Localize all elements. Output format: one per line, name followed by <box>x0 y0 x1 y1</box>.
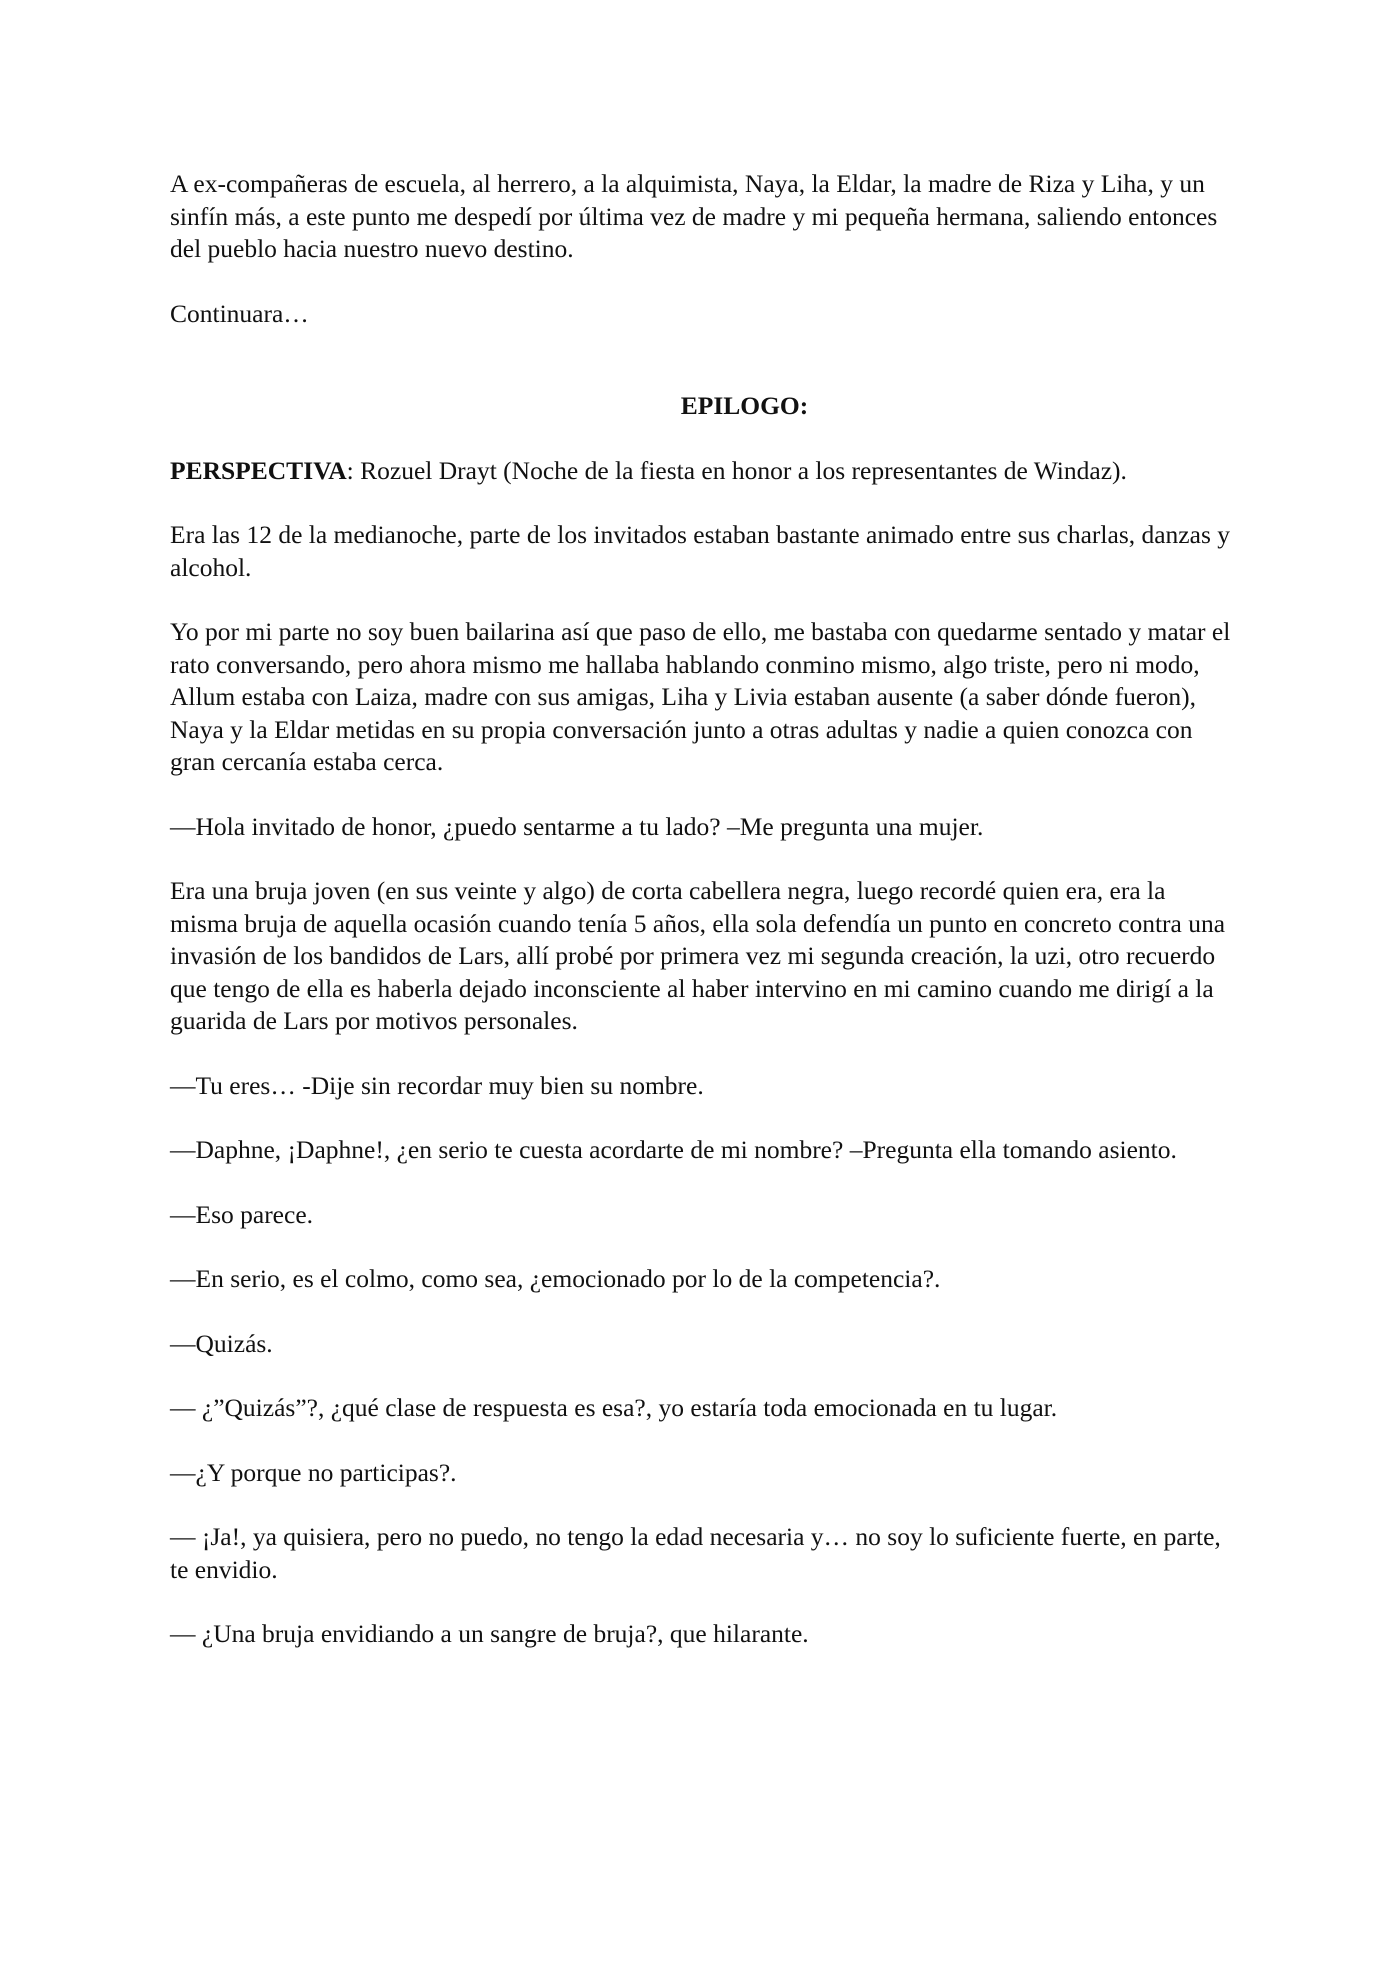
dialogue-line: —¿Y porque no participas?. <box>170 1457 457 1487</box>
dialogue-line: — ¿”Quizás”?, ¿qué clase de respuesta es esa?, yo estaría toda emocionada en tu lugar. <box>170 1393 1058 1422</box>
perspective-line <box>170 455 1235 488</box>
dialogue-line: —En serio, es el colmo, como sea, ¿emocionado por lo de la competencia?. <box>170 1264 941 1293</box>
paragraph-medianoche: Era las 12 de la medianoche, parte de los invitados estaban bastante animado entre sus charlas, danzas y alcohol. <box>170 520 1230 582</box>
dialogue-line: —Daphne, ¡Daphne!, ¿en serio te cuesta acordarte de mi nombre? –Pregunta ella tomando asiento. <box>170 1135 1177 1164</box>
dialogue-line: —Quizás. <box>170 1328 273 1358</box>
dialogue-line: —Tu eres… -Dije sin recordar muy bien su nombre. <box>170 1070 704 1100</box>
dialogue-line: — ¡Ja!, ya quisiera, pero no puedo, no tengo la edad necesaria y… no soy lo suficiente fuerte, en parte, te envidio. <box>170 1522 1221 1584</box>
document-body <box>170 168 1235 1683</box>
paragraph-narrator: Yo por mi parte no soy buen bailarina así que paso de ello, me bastaba con quedarme sentado y matar el rato conversando, pero ahora mismo me hallaba hablando conmino mismo, algo triste, pero ni modo, Allum estaba con Laiza, madre con sus amigas, Liha y Livia estaban ausente (a saber dónde fueron), Naya y la Eldar metidas en su propia conversación junto a otras adultas y nadie a quien conozca con gran cercanía estaba cerca. <box>170 617 1231 776</box>
section-heading: EPILOGO: <box>680 391 809 420</box>
dialogue-line: — ¿Una bruja envidiando a un sangre de bruja?, que hilarante. <box>170 1619 809 1648</box>
dialogue-line: —Eso parece. <box>170 1199 314 1229</box>
paragraph-farewell: A ex-compañeras de escuela, al herrero, a la alquimista, Naya, la Eldar, la madre de Riza y Liha, y un sinfín más, a este punto me despedí por última vez de madre y mi pequeña hermana, saliendo entonces del pueblo hacia nuestro nuevo destino. <box>170 169 1218 263</box>
perspective-text: : Rozuel Drayt (Noche de la fiesta en honor a los representantes de Windaz). <box>346 455 1127 485</box>
paragraph-bruja: Era una bruja joven (en sus veinte y algo) de corta cabellera negra, luego recordé quien era, era la misma bruja de aquella ocasión cuando tenía 5 años, ella sola defendía un punto en concreto contra una invasión de los bandidos de Lars, allí probé por primera vez mi segunda creación, la uzi, otro recuerdo que tengo de ella es haberla dejado inconsciente al haber intervino en mi camino cuando me dirigí a la guarida de Lars por motivos personales. <box>170 876 1226 1035</box>
perspective-label: PERSPECTIVA <box>170 455 347 485</box>
dialogue-line: —Hola invitado de honor, ¿puedo sentarme a tu lado? –Me pregunta una mujer. <box>170 811 984 841</box>
paragraph-continuara: Continuara… <box>170 298 309 328</box>
